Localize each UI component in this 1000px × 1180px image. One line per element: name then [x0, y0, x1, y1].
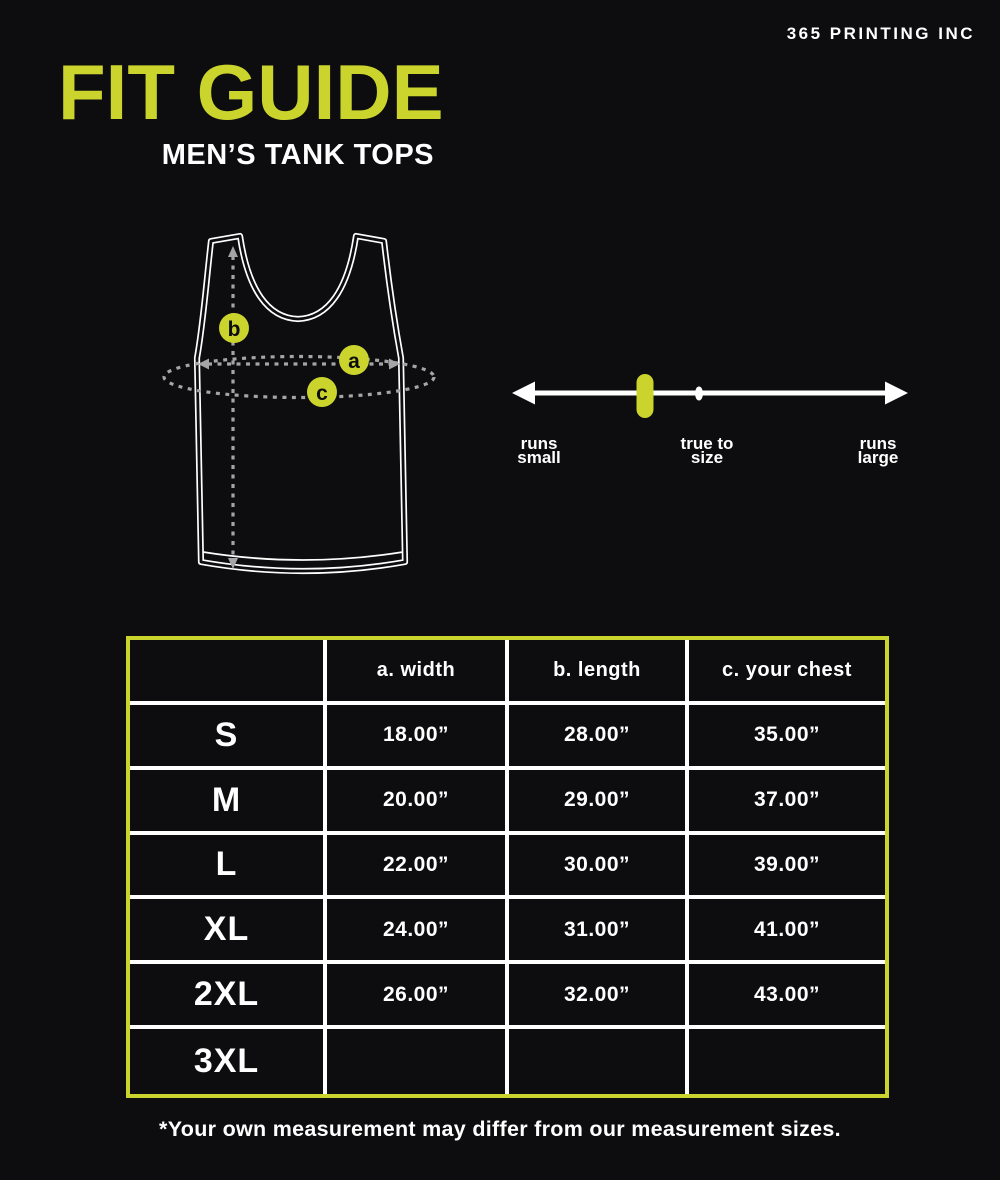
scale-label-line: runs — [859, 434, 897, 453]
chest-value: 35.00” — [689, 705, 885, 770]
length-value: 29.00” — [509, 770, 689, 835]
size-table — [126, 636, 889, 1098]
length-value: 31.00” — [509, 899, 689, 964]
header-width: a. width — [327, 640, 509, 705]
svg-text:c: c — [316, 382, 328, 405]
chest-value: 39.00” — [689, 835, 885, 900]
size-label: S — [130, 705, 327, 770]
scale-label-runs-large — [828, 434, 928, 467]
length-value: 32.00” — [509, 964, 689, 1029]
marker-b — [219, 313, 249, 343]
width-value — [327, 1029, 509, 1094]
chest-value: 41.00” — [689, 899, 885, 964]
scale-label-line: true to — [680, 434, 734, 453]
table-row-2xl — [130, 964, 885, 1029]
fit-scale-arrow — [512, 382, 908, 405]
chest-value: 37.00” — [689, 770, 885, 835]
width-value: 26.00” — [327, 964, 509, 1029]
svg-text:b: b — [227, 318, 241, 341]
marker-a — [339, 345, 369, 375]
width-value: 22.00” — [327, 835, 509, 900]
table-row-m — [130, 770, 885, 835]
footnote: *Your own measurement may differ from our measurement sizes. — [159, 1117, 841, 1141]
width-value: 24.00” — [327, 899, 509, 964]
scale-label-line: runs — [520, 434, 558, 453]
length-value: 30.00” — [509, 835, 689, 900]
table-row-3xl — [130, 1029, 885, 1094]
size-table-header-row — [130, 640, 885, 705]
true-to-size-dot — [695, 387, 703, 401]
table-row-xl — [130, 899, 885, 964]
tank-top-illustration — [140, 210, 470, 610]
size-label: M — [130, 770, 327, 835]
width-value: 18.00” — [327, 705, 509, 770]
width-value: 20.00” — [327, 770, 509, 835]
marker-c — [307, 377, 337, 407]
header-length: b. length — [509, 640, 689, 705]
table-row-s — [130, 705, 885, 770]
length-value: 28.00” — [509, 705, 689, 770]
tank-top-outline — [197, 236, 405, 571]
table-row-l — [130, 835, 885, 900]
size-label: XL — [130, 899, 327, 964]
scale-label-true-to-size — [647, 434, 767, 467]
fit-scale — [500, 360, 920, 430]
size-label: 3XL — [130, 1029, 327, 1094]
scale-label-line: large — [857, 448, 899, 467]
fit-position-marker — [637, 374, 654, 418]
page-title: FIT GUIDE — [58, 48, 444, 136]
header-chest: c. your chest — [689, 640, 885, 705]
size-label: L — [130, 835, 327, 900]
length-value — [509, 1029, 689, 1094]
scale-label-line: size — [690, 448, 724, 467]
scale-label-line: small — [517, 448, 561, 467]
chest-value: 43.00” — [689, 964, 885, 1029]
svg-text:a: a — [348, 350, 360, 373]
page-subtitle: MEN’S TANK TOPS — [161, 139, 434, 171]
scale-label-runs-small — [489, 434, 589, 467]
chest-value — [689, 1029, 885, 1094]
size-label: 2XL — [130, 964, 327, 1029]
header-empty — [130, 640, 327, 705]
brand-name: 365 PRINTING INC — [786, 24, 975, 43]
